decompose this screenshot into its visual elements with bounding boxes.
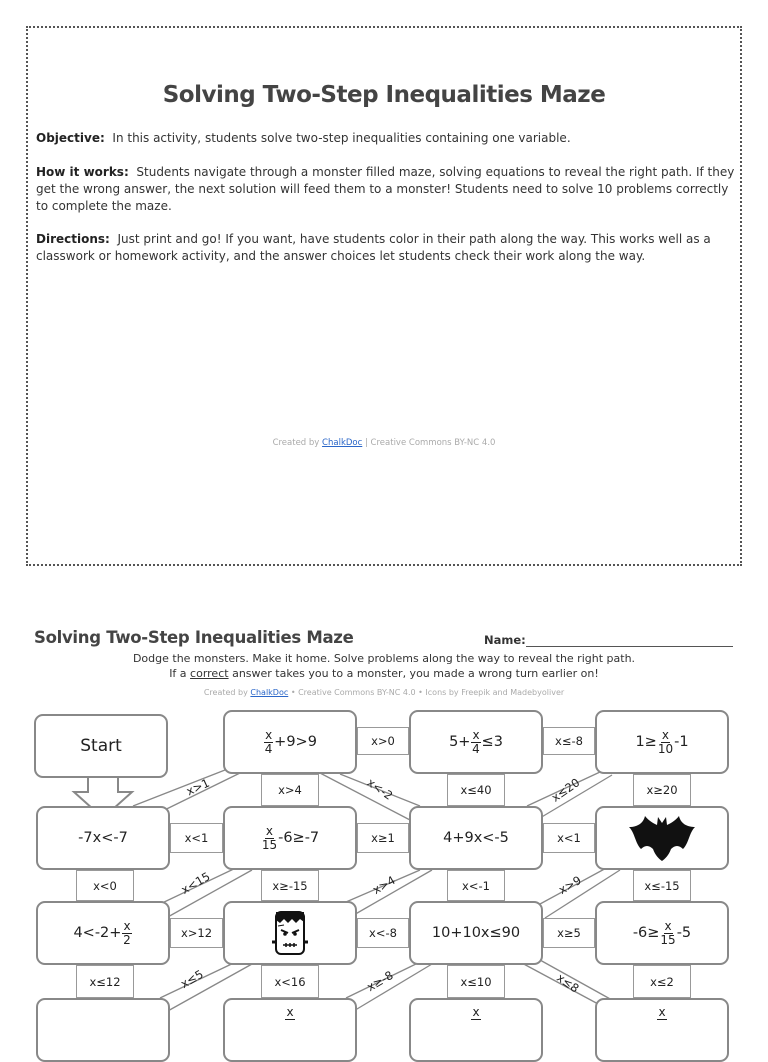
path-label-r3a[interactable]: x>12 [170, 918, 223, 948]
how-it-works-text: Students navigate through a monster filled maze, solving equations to reveal the right path. If they get the wrong answer, the next solution will feed them to a monster! Students need to solve 10 problems correctly to complete the maze. [36, 165, 735, 213]
worksheet-title: Solving Two-Step Inequalities Maze [34, 628, 354, 647]
path-label-r2b[interactable]: x≥1 [357, 823, 409, 853]
path-label-c1b[interactable]: x≤12 [76, 965, 134, 998]
path-label-d6[interactable]: x>9 [556, 872, 584, 898]
credit-prefix: Created by [272, 438, 320, 448]
path-label-c4c[interactable]: x≤2 [633, 965, 691, 998]
path-label-c2a[interactable]: x>4 [261, 774, 319, 806]
instructions-line-2: If a correct answer takes you to a monster, you made a wrong turn earlier on! [169, 667, 599, 680]
maze-cell-r2c2[interactable]: $\frac{x}{15}$ -6≥-7 [223, 806, 357, 870]
path-label-r3b[interactable]: x<-8 [357, 918, 409, 948]
worksheet-credit: Created by ChalkDoc • Creative Commons BY-NC 4.0 • Icons by Freepik and Madebyoliver [203, 688, 565, 697]
maze-cell-r1c2[interactable]: $\frac{x}{4}$ +9>9 [223, 710, 357, 774]
how-it-works-label: How it works: [36, 165, 129, 179]
maze-cell-r1c4[interactable]: 1≥ $\frac{x}{10}$ -1 [595, 710, 729, 774]
directions-text: Just print and go! If you want, have students color in their path along the way. This works well as a classwork or homework activity, and the answer choices let students check their work along the way. [36, 232, 711, 263]
chalkdoc-link-2[interactable]: ChalkDoc [250, 688, 289, 697]
path-label-d1[interactable]: x>1 [184, 775, 212, 799]
path-label-d8[interactable]: x≥-8 [364, 967, 396, 995]
path-label-c1a[interactable]: x<0 [76, 870, 134, 901]
directions-label: Directions: [36, 232, 110, 246]
objective-text: In this activity, students solve two-step inequalities containing one variable. [112, 131, 571, 145]
maze-cell-r4c1[interactable] [36, 998, 170, 1062]
bat-icon [627, 813, 697, 863]
path-label-c2b[interactable]: x≥-15 [261, 870, 319, 901]
maze-cell-r3c2-monster[interactable] [223, 901, 357, 965]
path-label-c2c[interactable]: x<16 [261, 965, 319, 998]
maze-cell-r1c3[interactable]: 5+ $\frac{x}{4}$ ≤3 [409, 710, 543, 774]
maze-cell-r3c1[interactable]: 4<-2+ $\frac{x}{2}$ [36, 901, 170, 965]
maze-cell-r4c4[interactable]: x [595, 998, 729, 1062]
path-label-d4[interactable]: x<15 [178, 869, 213, 897]
path-label-c3c[interactable]: x≤10 [447, 965, 505, 998]
path-label-r2c[interactable]: x<1 [543, 823, 595, 853]
objective-label: Objective: [36, 131, 105, 145]
frankenstein-icon [270, 908, 310, 958]
path-label-d3[interactable]: x≤20 [548, 775, 583, 805]
path-label-r1a[interactable]: x>0 [357, 727, 409, 755]
path-label-c3b[interactable]: x<-1 [447, 870, 505, 901]
maze-cell-r4c2[interactable]: x [223, 998, 357, 1062]
maze-cell-r3c3[interactable]: 10+10x≤90 [409, 901, 543, 965]
credit-suffix: | Creative Commons BY-NC 4.0 [364, 438, 496, 448]
instructions-line-1: Dodge the monsters. Make it home. Solve problems along the way to reveal the right path. [132, 652, 636, 665]
path-label-r3c[interactable]: x≥5 [543, 918, 595, 948]
maze-cell-r2c3[interactable]: 4+9x<-5 [409, 806, 543, 870]
maze-cell-r4c3[interactable]: x [409, 998, 543, 1062]
path-label-d2[interactable]: x<-2 [364, 775, 396, 803]
path-label-d9[interactable]: x≤8 [554, 970, 582, 996]
maze-cell-r2c1[interactable]: -7x<-7 [36, 806, 170, 870]
chalkdoc-link[interactable]: ChalkDoc [322, 438, 363, 448]
name-label: Name: [484, 633, 526, 647]
path-label-d5[interactable]: x>4 [370, 872, 398, 898]
start-cell[interactable]: Start [34, 714, 168, 778]
path-label-d7[interactable]: x≤5 [178, 966, 206, 992]
path-label-r2a[interactable]: x<1 [170, 823, 223, 853]
maze-cell-r3c4[interactable]: -6≥ $\frac{x}{15}$ -5 [595, 901, 729, 965]
page-title: Solving Two-Step Inequalities Maze [162, 82, 606, 108]
path-label-c4a[interactable]: x≥20 [633, 774, 691, 806]
path-label-r1b[interactable]: x≤-8 [543, 727, 595, 755]
path-label-c3a[interactable]: x≤40 [447, 774, 505, 806]
path-label-c4b[interactable]: x≤-15 [633, 870, 691, 901]
maze-cell-r2c4-monster[interactable] [595, 806, 729, 870]
